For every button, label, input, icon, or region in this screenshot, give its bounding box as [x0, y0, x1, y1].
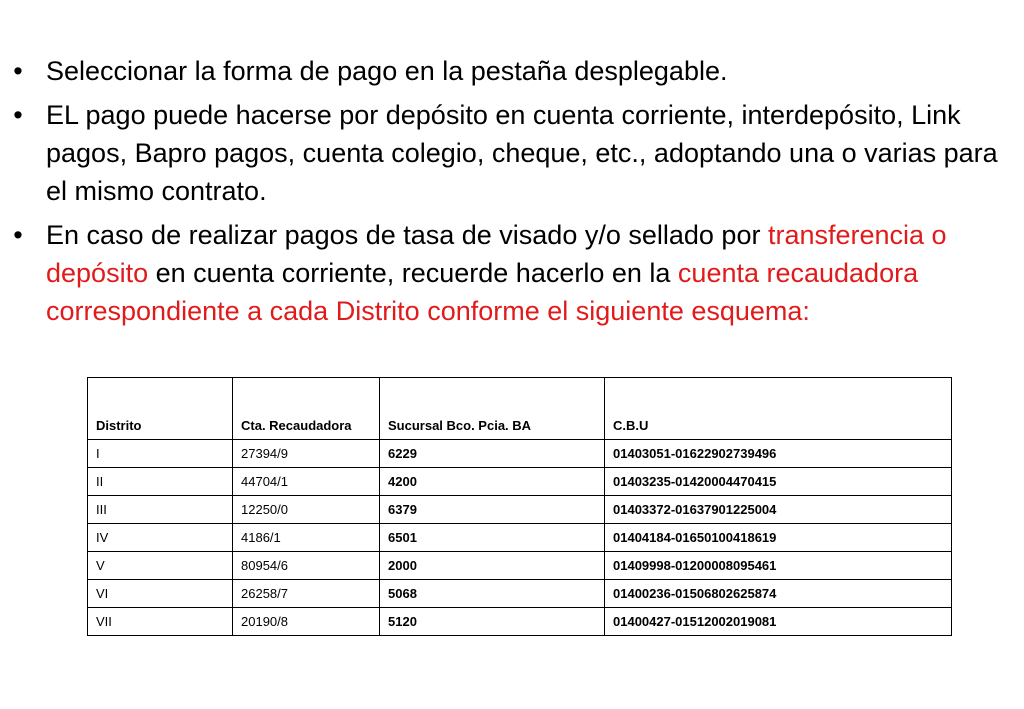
cell-cta: 27394/9 [233, 440, 380, 468]
cell-cbu: 01400236-01506802625874 [605, 580, 952, 608]
cell-distrito: IV [88, 524, 233, 552]
header-distrito: Distrito [88, 378, 233, 440]
table-row [88, 608, 952, 636]
bullet-text: Seleccionar la forma de pago en la pestaña desplegable. [46, 56, 728, 86]
cell-sucursal: 6379 [380, 496, 605, 524]
table-row [88, 552, 952, 580]
cell-sucursal: 5068 [380, 580, 605, 608]
cell-sucursal: 5120 [380, 608, 605, 636]
cell-distrito: II [88, 468, 233, 496]
bullet-text-part: en cuenta corriente, recuerde hacerlo en la [148, 258, 678, 288]
cell-cta: 80954/6 [233, 552, 380, 580]
cell-distrito: V [88, 552, 233, 580]
cell-distrito: VII [88, 608, 233, 636]
highlight-transfer-deposit: transferencia o depósito [46, 220, 947, 288]
table-row [88, 440, 952, 468]
cell-cta: 26258/7 [233, 580, 380, 608]
bullet-item-payment-options [8, 96, 1018, 210]
cell-cta: 12250/0 [233, 496, 380, 524]
cell-cbu: 01403051-01622902739496 [605, 440, 952, 468]
cell-sucursal: 4200 [380, 468, 605, 496]
cell-cta: 44704/1 [233, 468, 380, 496]
bullet-dot-icon: • [13, 56, 23, 86]
bullet-text: EL pago puede hacerse por depósito en cuenta corriente, interdepósito, Link pagos, Bapro pagos, cuenta colegio, cheque, etc., adoptando una o varias para el mismo contrato. [46, 100, 998, 206]
header-cbu: C.B.U [605, 378, 952, 440]
cell-distrito: III [88, 496, 233, 524]
header-cta-recaudadora: Cta. Recaudadora [233, 378, 380, 440]
bullet-dot-icon: • [13, 220, 23, 250]
bullet-item-transfer-instructions [8, 216, 1018, 330]
cell-cbu: 01404184-01650100418619 [605, 524, 952, 552]
bullet-dot-icon: • [13, 100, 23, 130]
cell-sucursal: 2000 [380, 552, 605, 580]
bullet-text-part: En caso de realizar pagos de tasa de visado y/o sellado por [46, 220, 768, 250]
table-row [88, 468, 952, 496]
header-sucursal: Sucursal Bco. Pcia. BA [380, 378, 605, 440]
cell-cbu: 01403235-01420004470415 [605, 468, 952, 496]
cell-cbu: 01409998-01200008095461 [605, 552, 952, 580]
cell-sucursal: 6229 [380, 440, 605, 468]
cell-cta: 20190/8 [233, 608, 380, 636]
cell-cbu: 01400427-01512002019081 [605, 608, 952, 636]
cell-cta: 4186/1 [233, 524, 380, 552]
cell-sucursal: 6501 [380, 524, 605, 552]
table-row [88, 524, 952, 552]
table-row [88, 580, 952, 608]
district-accounts-table [87, 377, 952, 636]
bullet-list [8, 52, 1018, 336]
bullet-item-payment-method [8, 52, 1018, 90]
cell-cbu: 01403372-01637901225004 [605, 496, 952, 524]
cell-distrito: VI [88, 580, 233, 608]
cell-distrito: I [88, 440, 233, 468]
highlight-collection-account: cuenta recaudadora correspondiente a cada Distrito conforme el siguiente esquema: [46, 258, 919, 326]
table-header-row [88, 378, 952, 440]
table-row [88, 496, 952, 524]
